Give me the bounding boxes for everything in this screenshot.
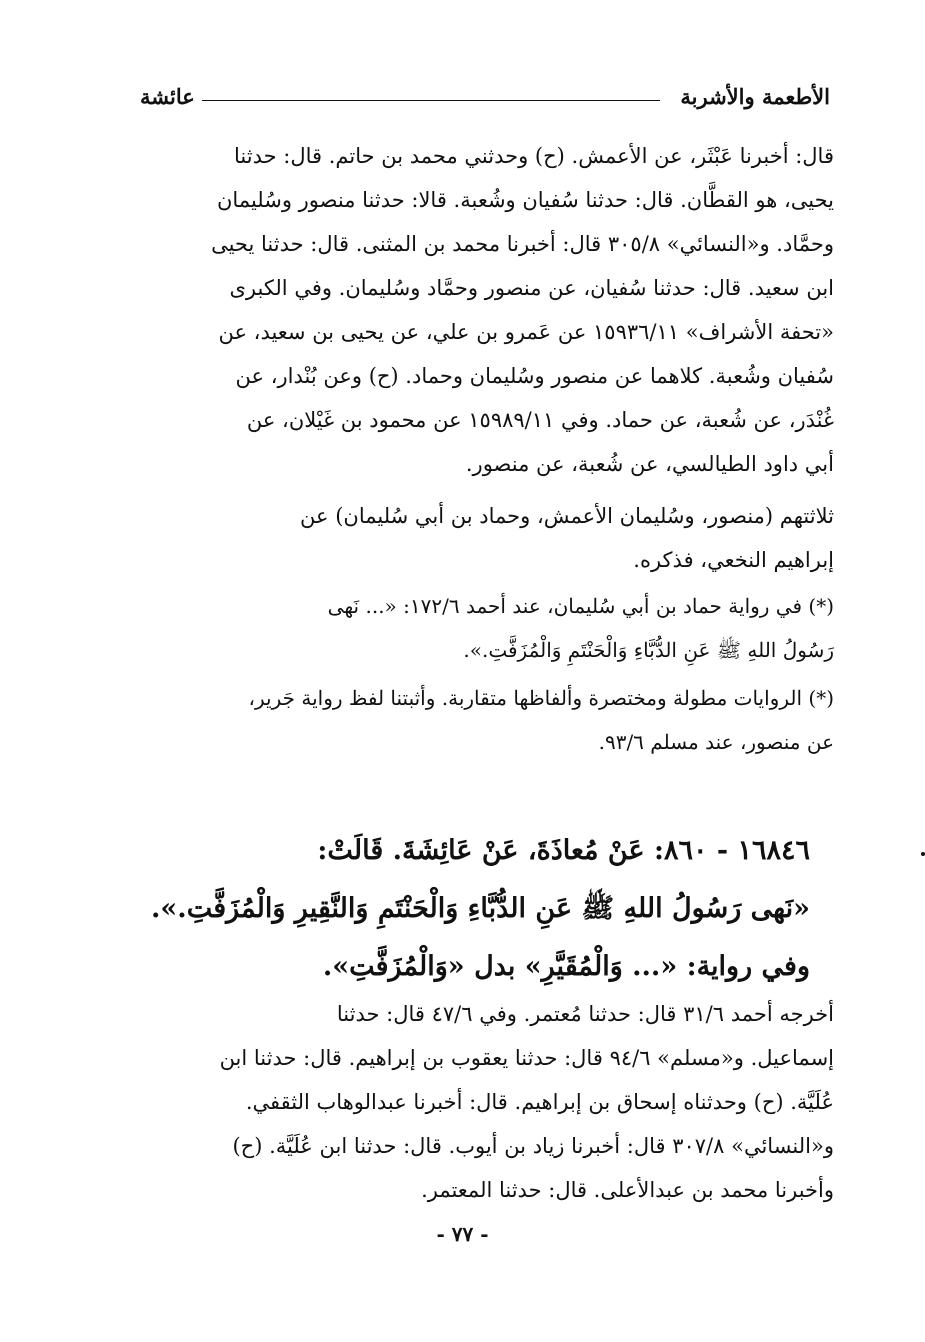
top-text: [134, 134, 834, 486]
hadith-line: «نَهى رَسُولُ اللهِ ﷺ عَنِ الدُّبَّاءِ وَالْحَنْتَمِ وَالنَّقِيرِ وَالْمُزَفَّتِ.».: [151, 893, 810, 924]
note-1: [134, 584, 834, 672]
text-line: سُفيان وشُعبة. كلاهما عن منصور وسُليمان وحماد. (ح) وعن بُنْدار، عن: [235, 364, 834, 388]
running-header: [140, 84, 830, 114]
note-line: عن منصور، عند مسلم ٩٣/٦.: [598, 730, 834, 754]
note-2: [134, 676, 834, 764]
page-number: - ٧٧ -: [436, 1222, 489, 1246]
section-title: عائشة: [140, 84, 195, 109]
margin-dot: [921, 852, 925, 856]
note-line: (*) في رواية حماد بن أبي سُليمان، عند أحمد ١٧٢/٦: «... نَهى: [327, 594, 834, 618]
text-line: قال: أخبرنا عَبْثَر، عن الأعمش. (ح) وحدثني محمد بن حاتم. قال: حدثنا: [234, 144, 834, 168]
hadith-line: وفي رواية: «... وَالْمُقَيَّرِ» بدل «وَالْمُزَفَّتِ».: [322, 951, 810, 982]
text-line: و«النسائي» ٣٠٧/٨ قال: أخبرنا زياد بن أيوب. قال: حدثنا ابن عُلَيَّة. (ح): [232, 1134, 834, 1158]
note-line: رَسُولُ اللهِ ﷺ عَنِ الدُّبَّاءِ وَالْحَنْتَمِ وَالْمُزَفَّتِ.».: [463, 638, 834, 662]
text-line: «تحفة الأشراف» ١٥٩٣٦/١١ عن عَمرو بن علي، عن يحيى بن سعيد، عن: [218, 320, 834, 344]
text-line: غُنْدَر، عن شُعبة، عن حماد. وفي ١٥٩٨٩/١١ عن محمود بن غَيْلان، عن: [246, 408, 834, 432]
text-line: إبراهيم النخعي، فذكره.: [633, 548, 834, 572]
text-line: ابن سعيد. قال: حدثنا سُفيان، عن منصور وحمَّاد وسُليمان. وفي الكبرى: [229, 276, 834, 300]
text-line: وأخبرنا محمد بن عبدالأعلى. قال: حدثنا المعتمر.: [421, 1178, 834, 1202]
takhrij-text: [134, 992, 834, 1212]
text-line: عُلَيَّة. (ح) وحدثناه إسحاق بن إبراهيم. قال: أخبرنا عبدالوهاب الثقفي.: [245, 1090, 834, 1114]
hadith-text: [150, 822, 810, 996]
text-line: أخرجه أحمد ٣١/٦ قال: حدثنا مُعتمر. وفي ٤٧/٦ قال: حدثنا: [336, 1002, 834, 1026]
text-line: يحيى، هو القطَّان. قال: حدثنا سُفيان وشُعبة. قالا: حدثنا منصور وسُليمان: [217, 188, 834, 212]
text-line: أبي داود الطيالسي، عن شُعبة، عن منصور.: [465, 452, 834, 476]
text-line: ثلاثتهم (منصور، وسُليمان الأعمش، وحماد بن أبي سُليمان) عن: [300, 504, 834, 528]
text-line: وحمَّاد. و«النسائي» ٣٠٥/٨ قال: أخبرنا محمد بن المثنى. قال: حدثنا يحيى: [211, 232, 834, 256]
header-rule: [202, 100, 660, 101]
summary-text: [134, 494, 834, 582]
text-line: إسماعيل. و«مسلم» ٩٤/٦ قال: حدثنا يعقوب بن إبراهيم. قال: حدثنا ابن: [219, 1046, 834, 1070]
note-line: (*) الروايات مطولة ومختصرة وألفاظها متقاربة. وأثبتنا لفظ رواية جَرير،: [248, 686, 834, 710]
hadith-line: ١٦٨٤٦ - ٨٦٠: عَنْ مُعاذَةَ، عَنْ عَائِشَةَ. قَالَتْ:: [317, 835, 810, 866]
book-title: الأطعمة والأشربة: [680, 84, 830, 109]
